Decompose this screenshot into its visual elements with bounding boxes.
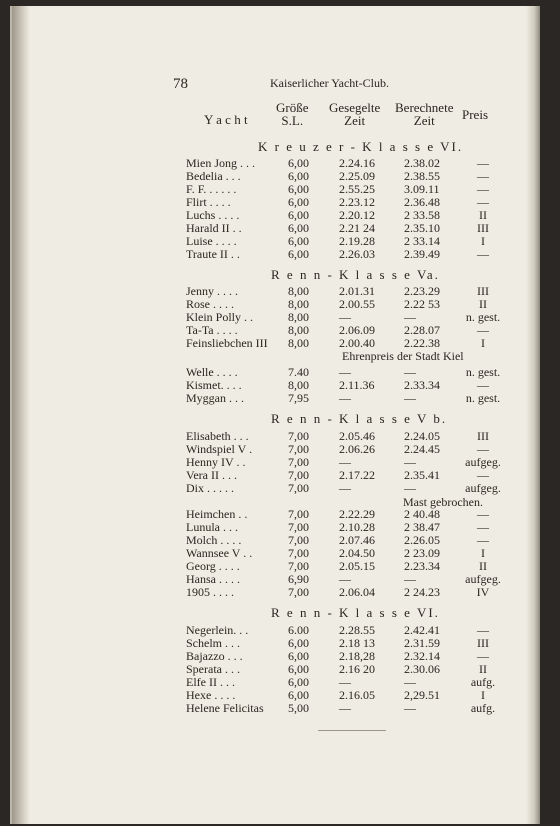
yacht-name: Myggan . . .: [186, 391, 244, 405]
size-cell: 5,00: [288, 701, 309, 715]
corrected-time-cell: 2.35.10: [404, 221, 440, 235]
table-row: [0, 547, 560, 560]
sailed-time-cell: 2.18 13: [339, 636, 375, 650]
table-row: [0, 222, 560, 235]
corrected-time-cell: 2.23.29: [404, 284, 440, 298]
prize-cell: —: [477, 623, 489, 637]
size-cell: 7.40: [288, 365, 309, 379]
prize-cell: —: [477, 507, 489, 521]
yacht-name: Hexe . . . .: [186, 688, 236, 702]
prize-cell: IV: [476, 585, 490, 599]
corrected-time-cell: —: [404, 701, 416, 715]
corrected-time-cell: 2.42.41: [404, 623, 440, 637]
table-row: [0, 235, 560, 248]
prize-cell: II: [479, 208, 487, 222]
prize-cell: —: [477, 247, 489, 261]
table-row: [0, 248, 560, 261]
prize-cell: —: [477, 649, 489, 663]
sailed-time-cell: 2.01.31: [339, 284, 375, 298]
corrected-time-cell: —: [404, 675, 416, 689]
size-cell: 6,00: [288, 688, 309, 702]
yacht-name: Flirt . . . .: [186, 195, 231, 209]
table-row: [0, 311, 560, 324]
sailed-time-cell: 2.20.12: [339, 208, 375, 222]
prize-cell: —: [477, 156, 489, 170]
sailed-time-cell: 2.06.26: [339, 442, 375, 456]
sailed-time-cell: 2.00.40: [339, 336, 375, 350]
prize-cell: —: [477, 468, 489, 482]
section-note: Ehrenpreis der Stadt Kiel: [342, 349, 464, 363]
size-cell: 6,00: [288, 675, 309, 689]
size-cell: 6,00: [288, 234, 309, 248]
corrected-time-cell: 2.26.05: [404, 533, 440, 547]
size-cell: 7,00: [288, 520, 309, 534]
table-row: [0, 285, 560, 298]
sailed-time-cell: —: [339, 675, 351, 689]
sailed-time-cell: 2.05.15: [339, 559, 375, 573]
prize-cell: III: [477, 221, 489, 235]
table-row: [0, 170, 560, 183]
size-cell: 7,00: [288, 429, 309, 443]
corrected-time-cell: 3.09.11: [404, 182, 440, 196]
table-row: [0, 637, 560, 650]
table-row: [0, 392, 560, 405]
corrected-time-cell: 2.38.02: [404, 156, 440, 170]
corrected-time-cell: 2,29.51: [404, 688, 440, 702]
prize-cell: —: [477, 323, 489, 337]
header-gesegelte-line1: Gesegelte: [329, 100, 381, 115]
size-cell: 7,00: [288, 468, 309, 482]
sailed-time-cell: 2.10.28: [339, 520, 375, 534]
sailed-time-cell: 2.28.55: [339, 623, 375, 637]
section-title: R e n n - K l a s s e Va.: [271, 267, 440, 282]
prize-cell: n. gest.: [465, 391, 501, 405]
corrected-time-cell: 2.22 53: [404, 297, 440, 311]
table-row: [0, 430, 560, 443]
yacht-name: Jenny . . . .: [186, 284, 238, 298]
prize-cell: —: [477, 378, 489, 392]
sailed-time-cell: 2.04.50: [339, 546, 375, 560]
corrected-time-cell: —: [404, 481, 416, 495]
size-cell: 7,00: [288, 546, 309, 560]
prize-cell: III: [477, 636, 489, 650]
size-cell: 8,00: [288, 310, 309, 324]
table-row: [0, 573, 560, 586]
yacht-name: Lunula . . .: [186, 520, 238, 534]
sailed-time-cell: 2.16 20: [339, 662, 375, 676]
corrected-time-cell: 2.23.34: [404, 559, 440, 573]
corrected-time-cell: 2.38.55: [404, 169, 440, 183]
yacht-name: Vera II . . .: [186, 468, 237, 482]
corrected-time-cell: 2.30.06: [404, 662, 440, 676]
sailed-time-cell: 2.18,28: [339, 649, 375, 663]
sailed-time-cell: 2.26.03: [339, 247, 375, 261]
prize-cell: III: [477, 429, 489, 443]
prize-cell: n. gest.: [465, 365, 501, 379]
section-note: Mast gebrochen.: [403, 495, 483, 509]
size-cell: 6,00: [288, 156, 309, 170]
yacht-name: Helene Felicitas: [186, 701, 264, 715]
table-row: [0, 676, 560, 689]
corrected-time-cell: 2.22.38: [404, 336, 440, 350]
size-cell: 7,95: [288, 391, 309, 405]
prize-cell: aufgeg.: [465, 455, 501, 469]
prize-cell: n. gest.: [465, 310, 501, 324]
yacht-name: Schelm . . .: [186, 636, 240, 650]
closing-rule: [318, 730, 386, 731]
prize-cell: II: [479, 559, 487, 573]
yacht-name: Bajazzo . . .: [186, 649, 243, 663]
corrected-time-cell: 2 23.09: [404, 546, 440, 560]
corrected-time-cell: —: [404, 455, 416, 469]
yacht-name: Harald II . .: [186, 221, 242, 235]
size-cell: 7,00: [288, 442, 309, 456]
prize-cell: I: [481, 234, 485, 248]
yacht-name: Henny IV . .: [186, 455, 246, 469]
yacht-name: Luchs . . . .: [186, 208, 240, 222]
running-head: Kaiserlicher Yacht-Club.: [270, 76, 389, 90]
table-row: [0, 209, 560, 222]
header-groesse: [276, 101, 309, 127]
corrected-time-cell: 2.24.45: [404, 442, 440, 456]
sailed-time-cell: 2.25.09: [339, 169, 375, 183]
yacht-name: Georg . . . .: [186, 559, 240, 573]
header-berechnete-line1: Berechnete: [395, 100, 454, 115]
prize-cell: III: [477, 284, 489, 298]
table-row: [0, 157, 560, 170]
prize-cell: I: [481, 336, 485, 350]
header-gesegelte: [329, 101, 380, 127]
yacht-name: 1905 . . . .: [186, 585, 234, 599]
sailed-time-cell: —: [339, 701, 351, 715]
corrected-time-cell: 2.31.59: [404, 636, 440, 650]
corrected-time-cell: 2.35.41: [404, 468, 440, 482]
yacht-name: Dix . . . . .: [186, 481, 234, 495]
prize-cell: —: [477, 195, 489, 209]
table-row: [0, 650, 560, 663]
prize-cell: aufgeg.: [465, 572, 501, 586]
header-berechnete: [395, 101, 453, 127]
yacht-name: Elfe II . . .: [186, 675, 235, 689]
table-row: [0, 456, 560, 469]
section-title: K r e u z e r - K l a s s e VI.: [258, 139, 464, 154]
sailed-time-cell: 2.19.28: [339, 234, 375, 248]
corrected-time-cell: 2.36.48: [404, 195, 440, 209]
yacht-name: Windspiel V .: [186, 442, 253, 456]
sailed-time-cell: 2.11.36: [339, 378, 375, 392]
yacht-name: Welle . . . .: [186, 365, 238, 379]
sailed-time-cell: 2.00.55: [339, 297, 375, 311]
size-cell: 7,00: [288, 533, 309, 547]
sailed-time-cell: 2.22.29: [339, 507, 375, 521]
size-cell: 8,00: [288, 378, 309, 392]
yacht-name: Bedelia . . .: [186, 169, 241, 183]
size-cell: 7,00: [288, 585, 309, 599]
table-row: [0, 337, 560, 350]
prize-cell: —: [477, 169, 489, 183]
prize-cell: —: [477, 533, 489, 547]
yacht-name: Luise . . . .: [186, 234, 237, 248]
table-row: [0, 624, 560, 637]
yacht-name: Negerlein. . .: [186, 623, 249, 637]
prize-cell: —: [477, 182, 489, 196]
corrected-time-cell: 2 40.48: [404, 507, 440, 521]
yacht-name: Sperata . . .: [186, 662, 240, 676]
size-cell: 6,90: [288, 572, 309, 586]
yacht-name: Elisabeth . . .: [186, 429, 249, 443]
corrected-time-cell: —: [404, 572, 416, 586]
prize-cell: aufg.: [470, 701, 496, 715]
section-title: R e n n - K l a s s e VI.: [271, 605, 440, 620]
size-cell: 6,00: [288, 662, 309, 676]
sailed-time-cell: 2.16.05: [339, 688, 375, 702]
corrected-time-cell: —: [404, 365, 416, 379]
sailed-time-cell: 2.55.25: [339, 182, 375, 196]
prize-cell: II: [479, 662, 487, 676]
yacht-name: Traute II . .: [186, 247, 240, 261]
prize-cell: I: [481, 688, 485, 702]
size-cell: 8,00: [288, 336, 309, 350]
table-row: [0, 324, 560, 337]
corrected-time-cell: 2.24.05: [404, 429, 440, 443]
header-groesse-line1: Größe: [276, 100, 309, 115]
table-row: [0, 196, 560, 209]
corrected-time-cell: —: [404, 310, 416, 324]
prize-cell: —: [477, 520, 489, 534]
sailed-time-cell: —: [339, 365, 351, 379]
sailed-time-cell: 2.21 24: [339, 221, 375, 235]
sailed-time-cell: 2.17.22: [339, 468, 375, 482]
corrected-time-cell: 2.39.49: [404, 247, 440, 261]
page-number: 78: [173, 76, 188, 92]
sailed-time-cell: 2.24.16: [339, 156, 375, 170]
table-row: [0, 482, 560, 495]
size-cell: 6,00: [288, 195, 309, 209]
sailed-time-cell: 2.23.12: [339, 195, 375, 209]
table-row: [0, 183, 560, 196]
header-yacht: Y a c h t: [204, 112, 248, 127]
size-cell: 8,00: [288, 297, 309, 311]
size-cell: 6.00: [288, 623, 309, 637]
yacht-name: Wannsee V . .: [186, 546, 253, 560]
table-row: [0, 702, 560, 715]
table-row: [0, 586, 560, 599]
yacht-name: Molch . . . .: [186, 533, 242, 547]
sailed-time-cell: —: [339, 572, 351, 586]
prize-cell: —: [477, 442, 489, 456]
prize-cell: II: [479, 297, 487, 311]
size-cell: 8,00: [288, 323, 309, 337]
table-row: [0, 521, 560, 534]
yacht-name: Ta-Ta . . . .: [186, 323, 238, 337]
sailed-time-cell: —: [339, 455, 351, 469]
sailed-time-cell: 2.06.04: [339, 585, 375, 599]
yacht-name: Klein Polly . .: [186, 310, 254, 324]
header-preis: Preis: [462, 107, 488, 122]
size-cell: 6,00: [288, 247, 309, 261]
corrected-time-cell: —: [404, 391, 416, 405]
corrected-time-cell: 2.33.34: [404, 378, 440, 392]
header-gesegelte-line2: Zeit: [344, 113, 366, 128]
sailed-time-cell: 2.06.09: [339, 323, 375, 337]
header-berechnete-line2: Zeit: [413, 113, 435, 128]
section-title: R e n n - K l a s s e V b.: [271, 411, 448, 426]
sailed-time-cell: —: [339, 310, 351, 324]
size-cell: 7,00: [288, 559, 309, 573]
corrected-time-cell: 2.28.07: [404, 323, 440, 337]
size-cell: 7,00: [288, 455, 309, 469]
size-cell: 6,00: [288, 208, 309, 222]
corrected-time-cell: 2 33.58: [404, 208, 440, 222]
table-row: [0, 534, 560, 547]
size-cell: 8,00: [288, 284, 309, 298]
yacht-name: Feinsliebchen III: [186, 336, 268, 350]
corrected-time-cell: 2 24.23: [404, 585, 440, 599]
size-cell: 7,00: [288, 481, 309, 495]
sailed-time-cell: —: [339, 481, 351, 495]
sailed-time-cell: —: [339, 391, 351, 405]
size-cell: 6,00: [288, 169, 309, 183]
sailed-time-cell: 2.07.46: [339, 533, 375, 547]
corrected-time-cell: 2 33.14: [404, 234, 440, 248]
prize-cell: I: [481, 546, 485, 560]
yacht-name: Mien Jong . . .: [186, 156, 255, 170]
corrected-time-cell: 2.32.14: [404, 649, 440, 663]
prize-cell: aufg.: [470, 675, 496, 689]
size-cell: 6,00: [288, 649, 309, 663]
corrected-time-cell: 2 38.47: [404, 520, 440, 534]
sailed-time-cell: 2.05.46: [339, 429, 375, 443]
yacht-name: Hansa . . . .: [186, 572, 240, 586]
table-row: [0, 366, 560, 379]
header-groesse-line2: S.L.: [281, 113, 304, 128]
size-cell: 6,00: [288, 221, 309, 235]
yacht-name: Kismet. . . .: [186, 378, 242, 392]
size-cell: 6,00: [288, 636, 309, 650]
yacht-name: Heimchen . .: [186, 507, 248, 521]
prize-cell: aufgeg.: [465, 481, 501, 495]
yacht-name: Rose . . . .: [186, 297, 234, 311]
yacht-name: F. F. . . . . .: [186, 182, 237, 196]
size-cell: 7,00: [288, 507, 309, 521]
size-cell: 6,00: [288, 182, 309, 196]
